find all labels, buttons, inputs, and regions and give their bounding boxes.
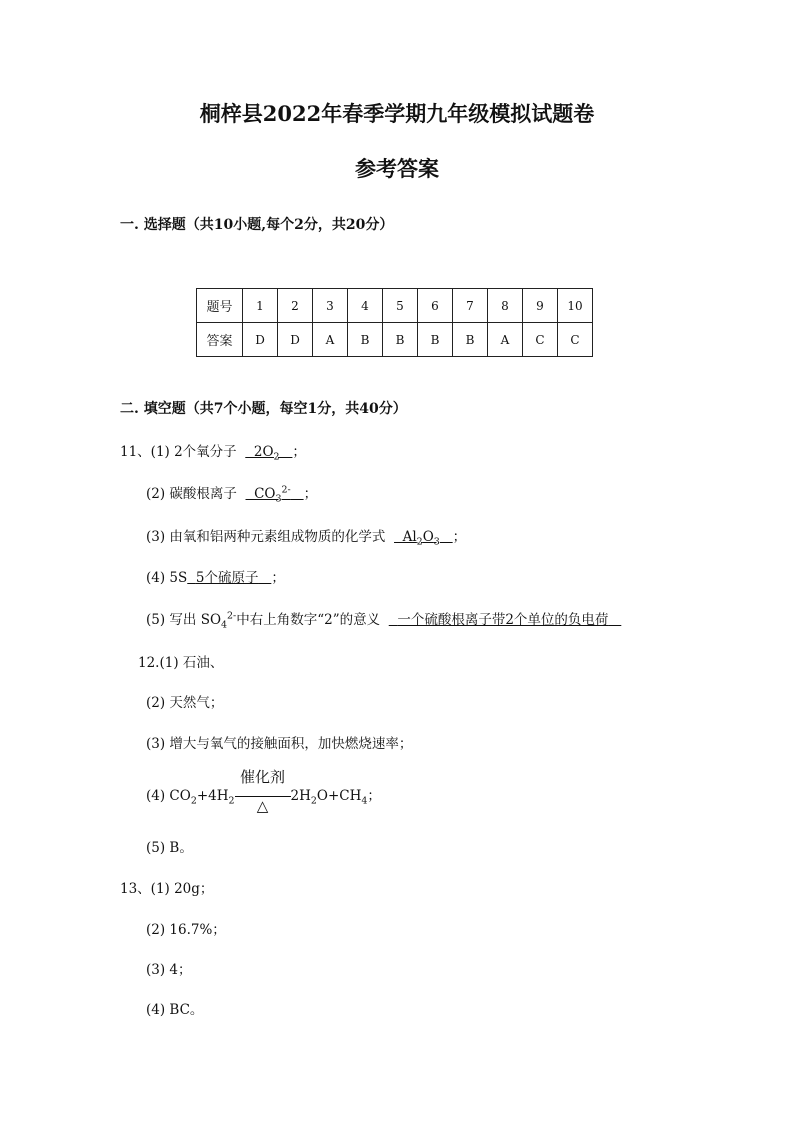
q11-1-answer: $2O_2$: [245, 444, 280, 463]
table-header-cell: 答案: [197, 323, 243, 357]
table-cell: B: [453, 323, 488, 357]
table-cell: D: [278, 323, 313, 357]
reaction-condition: [235, 767, 291, 815]
q12-line-5: (5) B。: [146, 840, 193, 856]
q11-3-prompt: (3) 由氧和铝两种元素组成物质的化学式: [146, 529, 386, 545]
q11-5-answer: 一个硫酸根离子带2个单位的负电荷: [397, 612, 609, 628]
q11-3-answer: $Al_2O_3$: [394, 529, 440, 548]
table-cell: 6: [418, 289, 453, 323]
catalyst-label: 催化剂: [240, 767, 286, 786]
q13-line-2: (2) 16.7%；: [146, 922, 226, 938]
q13-line-4: (4) BC。: [146, 1002, 204, 1018]
table-cell: 2: [278, 289, 313, 323]
table-row: [197, 289, 593, 323]
q11-line-4: (4) 5S 5个硫原子 ；: [146, 570, 285, 586]
q11-1-prompt: 11、(1) 2个氧分子: [120, 444, 237, 460]
page-title: 桐梓县2022年春季学期九年级模拟试题卷: [199, 101, 595, 126]
table-cell: A: [313, 323, 348, 357]
table-cell: D: [243, 323, 278, 357]
q11-4-prompt: (4) 5S: [146, 570, 188, 586]
table-cell: 3: [313, 289, 348, 323]
answer-table: [196, 288, 593, 357]
table-cell: C: [558, 323, 593, 357]
q12-line-2: (2) 天然气；: [146, 695, 224, 711]
q11-line-3: (3) 由氧和铝两种元素组成物质的化学式 $Al_2O_3$ ；: [146, 529, 467, 548]
table-cell: B: [348, 323, 383, 357]
q11-2-answer: $CO_3^{2-}$: [245, 484, 291, 505]
q12-line-4: (4) $CO_2+4H_2$ 催化剂 △ $2H_2O+CH_4$；: [146, 767, 381, 815]
table-cell: A: [488, 323, 523, 357]
table-cell: B: [383, 323, 418, 357]
q12-line-1: 12.(1) 石油、: [138, 655, 224, 671]
table-cell: 10: [558, 289, 593, 323]
q11-4-answer: 5个硫原子: [195, 570, 259, 586]
table-cell: 4: [348, 289, 383, 323]
q11-line-1: 11、(1) 2个氧分子 $2O_2$ ；: [120, 444, 306, 463]
table-cell: 7: [453, 289, 488, 323]
q11-2-prompt: (2) 碳酸根离子: [146, 486, 237, 502]
section-fill-heading: 二. 填空题（共7个小题，每空1分，共40分）: [120, 401, 407, 417]
q12-line-3: (3) 增大与氧气的接触面积，加快燃烧速率；: [146, 736, 413, 752]
table-cell: B: [418, 323, 453, 357]
page-subtitle: 参考答案: [355, 156, 439, 181]
q11-line-2: (2) 碳酸根离子 $CO_3^{2-}$ ；: [146, 484, 318, 505]
heat-symbol: △: [256, 796, 269, 815]
q13-line-1: 13、(1) 20g；: [120, 881, 214, 897]
q11-line-5: (5) 写出 $SO_4^{2-}$中右上角数字“2”的意义 一个硫酸根离子带2个单位的负电荷: [146, 608, 621, 631]
table-cell: 1: [243, 289, 278, 323]
q13-line-3: (3) 4；: [146, 962, 192, 978]
table-cell: 8: [488, 289, 523, 323]
table-cell: 5: [383, 289, 418, 323]
table-cell: 9: [523, 289, 558, 323]
table-header-cell: 题号: [197, 289, 243, 323]
table-cell: C: [523, 323, 558, 357]
table-row: [197, 323, 593, 357]
section-choice-heading: 一. 选择题（共10小题,每个2分，共20分）: [120, 217, 394, 233]
